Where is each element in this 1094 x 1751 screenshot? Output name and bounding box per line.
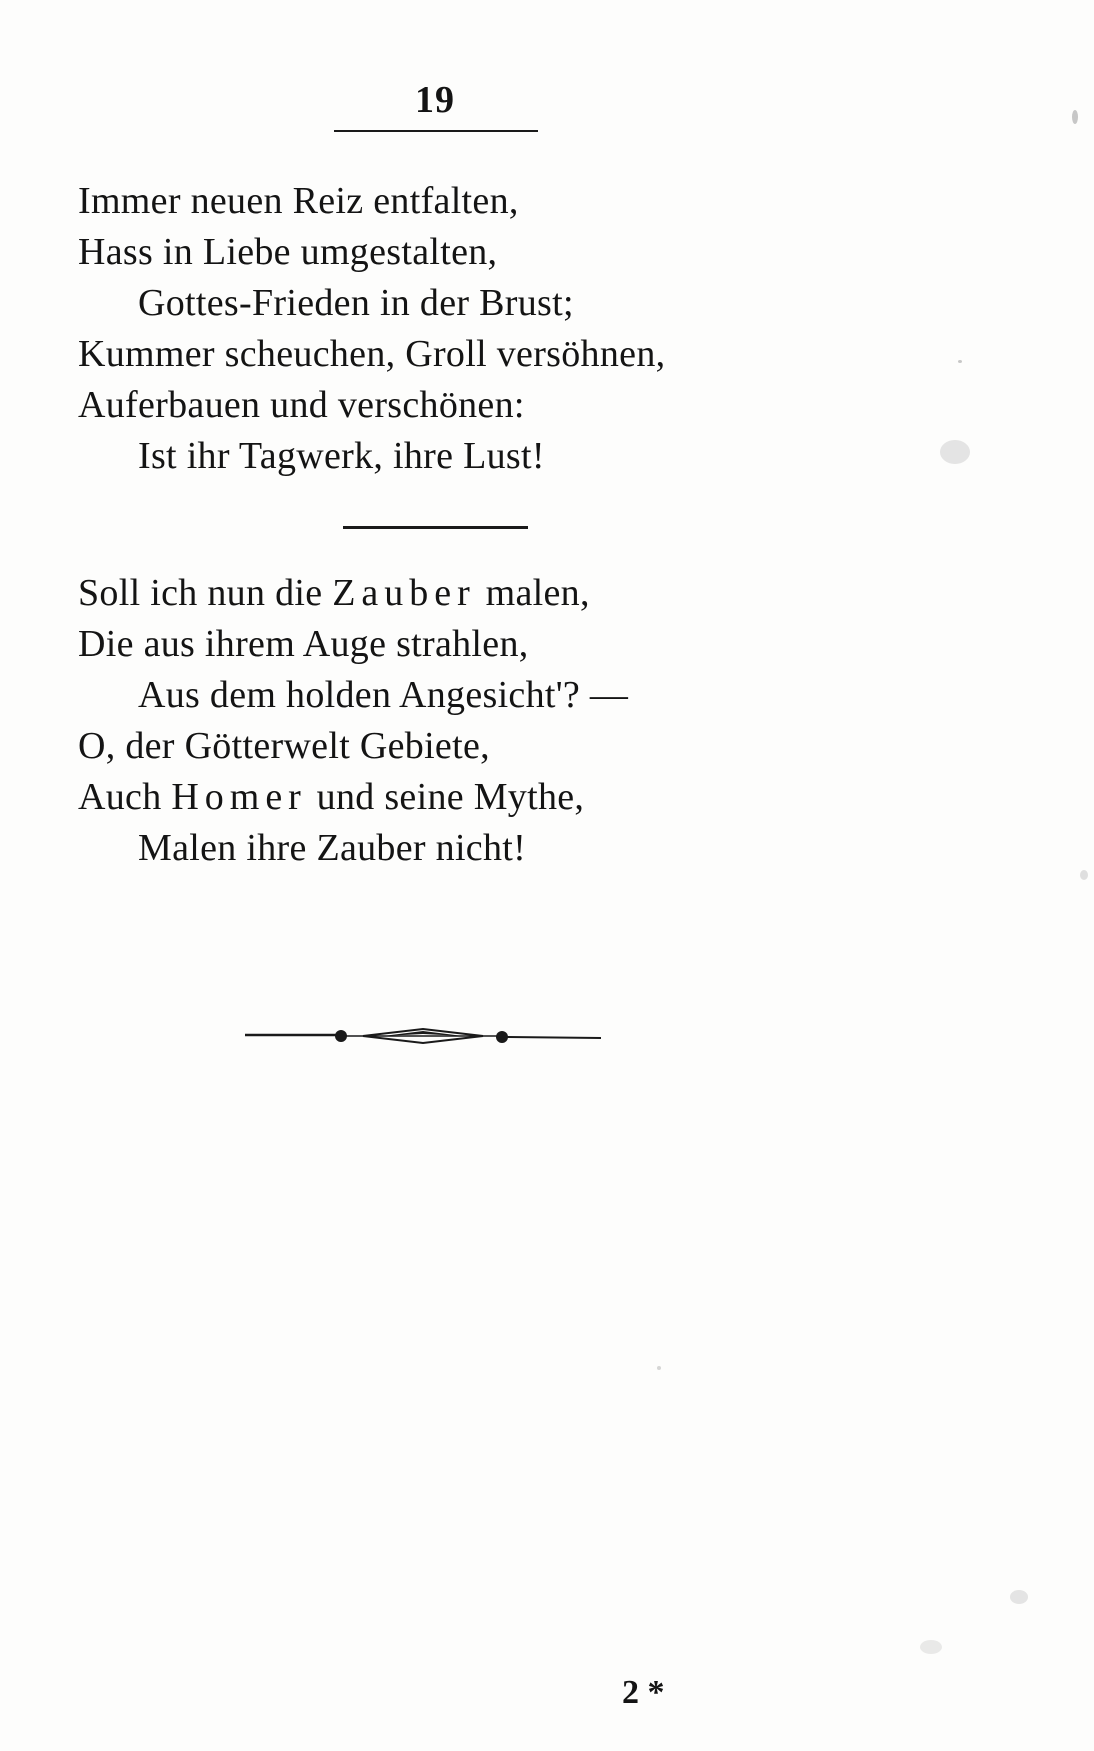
paper-speck (1010, 1590, 1028, 1604)
verse-text: malen, (475, 572, 590, 614)
verse-line: O, der Götterwelt Gebiete, (78, 725, 490, 767)
paper-speck (1072, 110, 1078, 124)
paper-speck (940, 440, 970, 464)
verse-line: Malen ihre Zauber nicht! (138, 827, 527, 869)
stanza-divider-rule (343, 526, 528, 529)
ornamental-divider-icon (243, 1020, 603, 1052)
emphasized-word: Homer (171, 776, 307, 818)
verse-line: Kummer scheuchen, Groll versöhnen, (78, 333, 666, 375)
verse-text: und seine Mythe, (306, 776, 585, 818)
verse-line: Immer neuen Reiz entfalten, (78, 180, 519, 222)
stanza-1 (78, 176, 778, 482)
verse-line: Gottes-Frieden in der Brust; (138, 282, 574, 324)
stanza-2 (78, 568, 778, 874)
verse-line: Aus dem holden Angesicht'? — (138, 674, 629, 716)
verse-text: Soll ich nun die (78, 572, 333, 614)
verse-line (78, 772, 778, 823)
paper-speck (1080, 870, 1088, 880)
paper-speck (920, 1640, 942, 1654)
paper-speck (958, 360, 962, 363)
verse-line: Ist ihr Tagwerk, ihre Lust! (138, 435, 545, 477)
verse-line: Hass in Liebe umgestalten, (78, 231, 498, 273)
signature-mark: 2 * (622, 1674, 665, 1711)
verse-line: Die aus ihrem Auge strahlen, (78, 623, 529, 665)
header-rule (334, 130, 538, 132)
paper-speck (657, 1366, 661, 1370)
verse-line: Auferbauen und verschönen: (78, 384, 525, 426)
verse-line (78, 568, 778, 619)
emphasized-word: Zauber (332, 572, 476, 614)
verse-text: Auch (78, 776, 172, 818)
page-number: 19 (415, 79, 455, 121)
